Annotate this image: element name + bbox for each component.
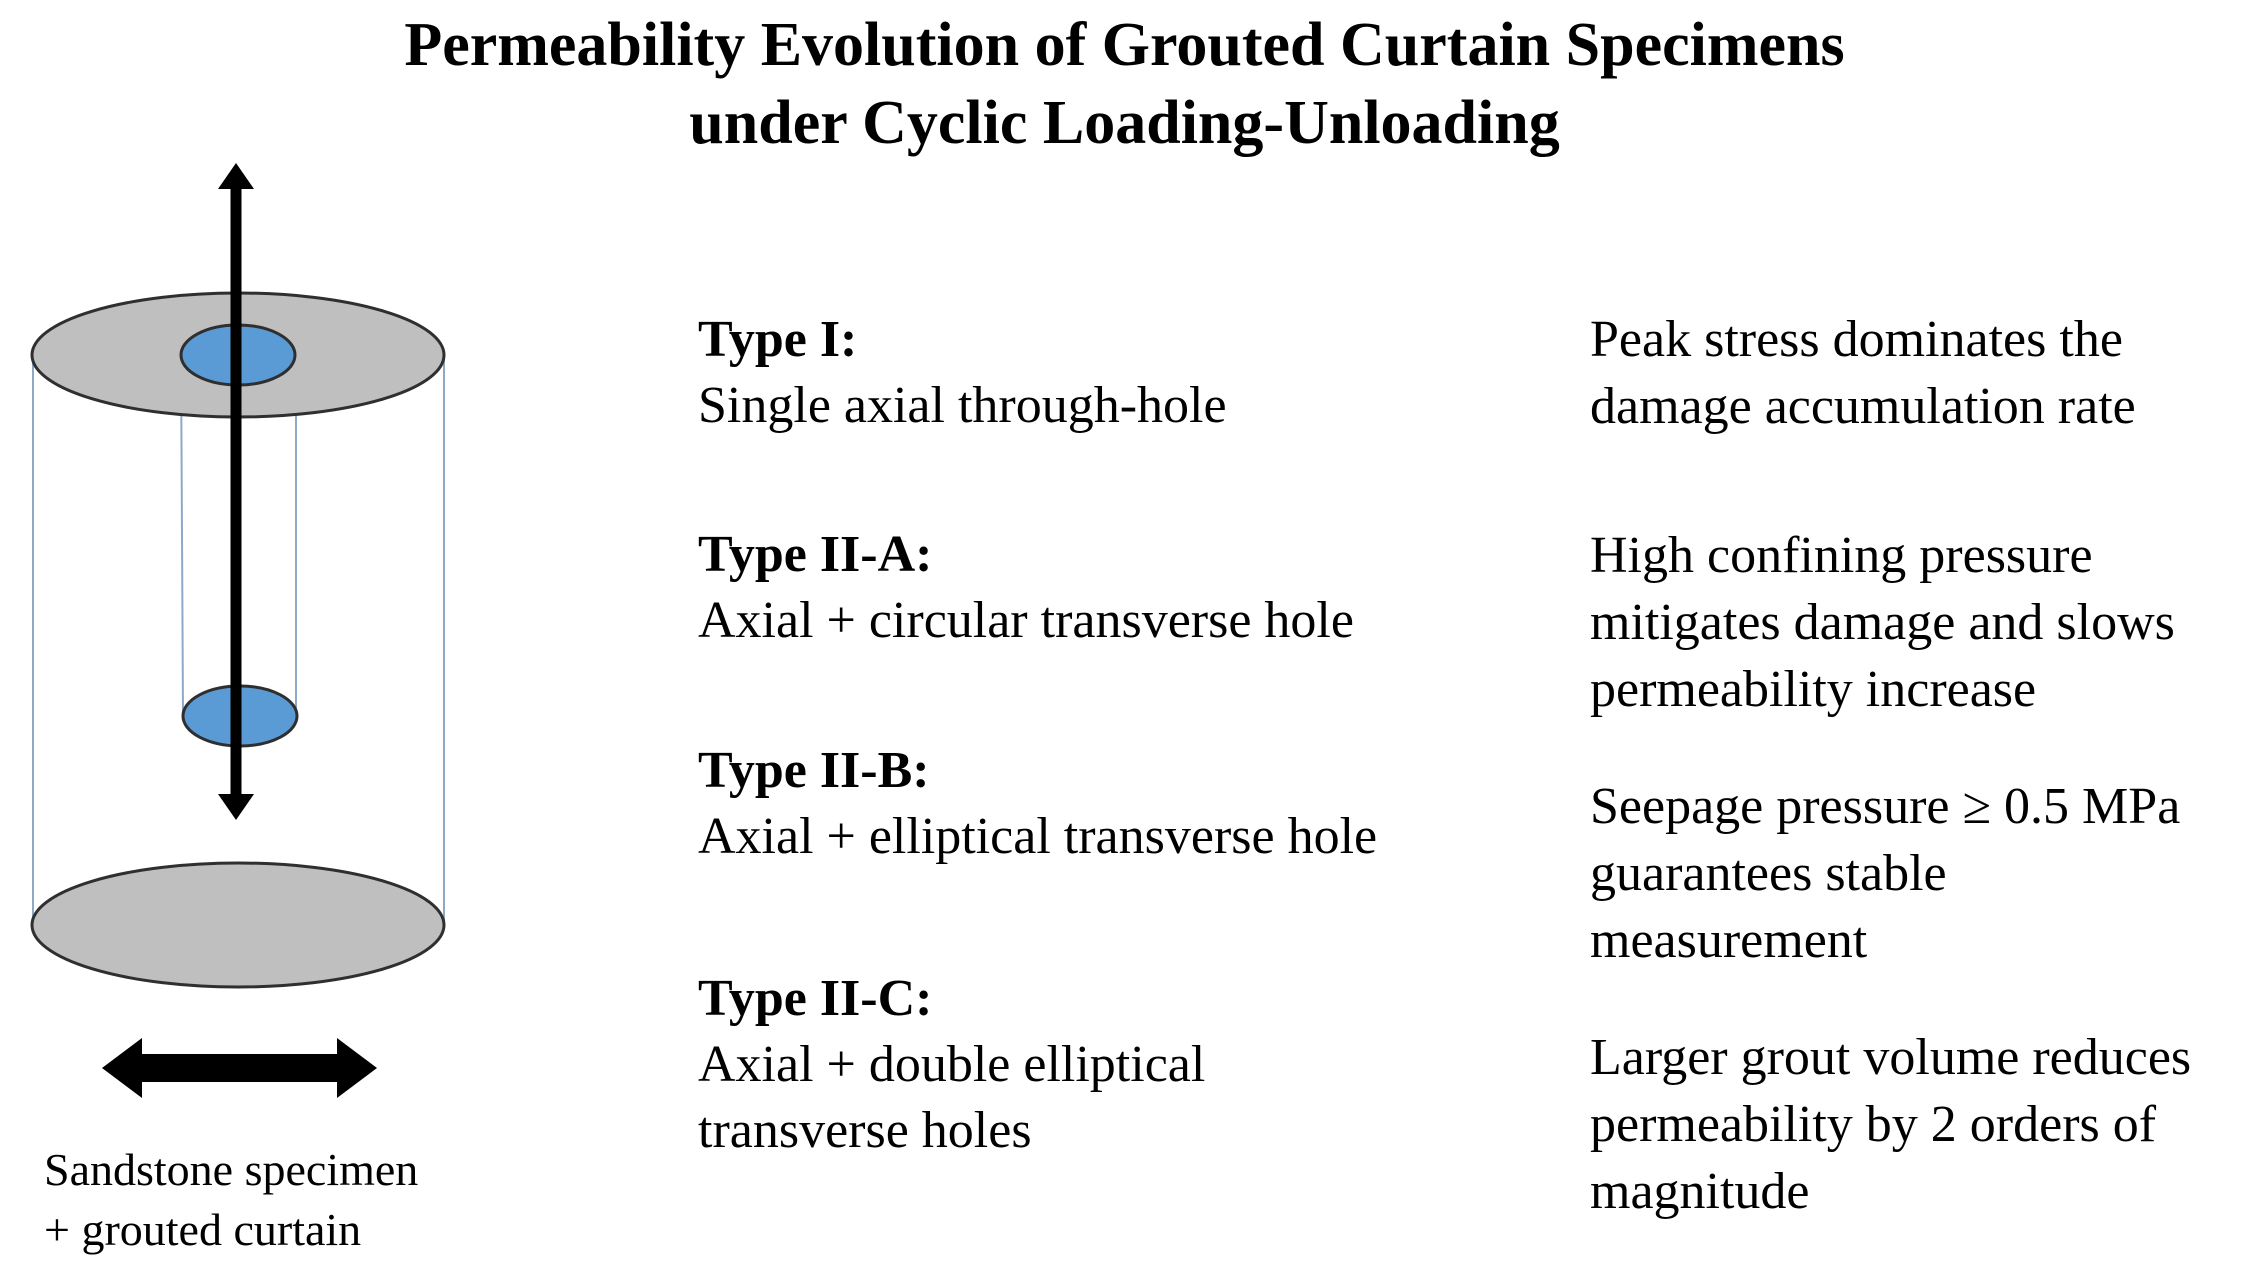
finding-line: Larger grout volume reduces: [1590, 1029, 2192, 1086]
caption-line-2: + grouted curtain: [44, 1204, 362, 1255]
type-description-line: Axial + double elliptical: [698, 1036, 1206, 1093]
caption-line-1: Sandstone specimen: [44, 1144, 419, 1195]
type-name: Type II-C:: [698, 970, 933, 1027]
type-name: Type I:: [698, 311, 858, 368]
finding-line: permeability increase: [1590, 661, 2037, 718]
finding-block-2: [1590, 522, 2175, 723]
type-name: Type II-B:: [698, 742, 930, 799]
finding-block-1: [1590, 306, 2136, 440]
type-block-2: [698, 522, 1354, 654]
type-description-line: Axial + elliptical transverse hole: [698, 808, 1378, 865]
type-name: Type II-A:: [698, 526, 933, 583]
type-block-1: [698, 307, 1227, 439]
specimen-caption: [44, 1140, 418, 1260]
finding-line: magnitude: [1590, 1163, 1810, 1220]
type-block-3: [698, 738, 1377, 870]
type-description-line: transverse holes: [698, 1102, 1032, 1159]
type-block-4: [698, 966, 1205, 1164]
finding-line: permeability by 2 orders of: [1590, 1096, 2157, 1153]
finding-line: Seepage pressure ≥ 0.5 MPa: [1590, 778, 2181, 835]
confining-pressure-arrow: [102, 1038, 377, 1098]
finding-block-3: [1590, 773, 2180, 974]
finding-line: measurement: [1590, 912, 1868, 969]
finding-line: Peak stress dominates the: [1590, 311, 2123, 368]
finding-line: guarantees stable: [1590, 845, 1947, 902]
type-description-line: Single axial through-hole: [698, 377, 1227, 434]
finding-line: damage accumulation rate: [1590, 378, 2136, 435]
type-description-line: Axial + circular transverse hole: [698, 592, 1354, 649]
title-line-1: Permeability Evolution of Grouted Curtain Specimens: [404, 11, 1845, 79]
finding-line: High confining pressure: [1590, 527, 2093, 584]
finding-line: mitigates damage and slows: [1590, 594, 2175, 651]
bottom-end-face: [32, 863, 444, 987]
finding-block-4: [1590, 1024, 2191, 1225]
title-line-2: under Cyclic Loading-Unloading: [689, 89, 1560, 157]
